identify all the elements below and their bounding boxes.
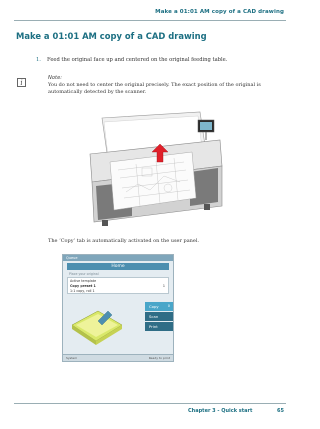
- footer-chapter: Chapter 3 - Quick start: [188, 408, 253, 414]
- note-text: You do not need to center the original precisely. The exact position of the original is automatically detected by the scanner.: [48, 82, 261, 95]
- running-header: Make a 01:01 AM copy of a CAD drawing: [155, 9, 284, 15]
- panel-home-button[interactable]: Home: [67, 263, 169, 270]
- tab-copy-count: 0: [167, 304, 170, 308]
- active-template[interactable]: [67, 277, 169, 294]
- panel-prompt: Place your original: [69, 271, 99, 276]
- note-icon: i: [17, 78, 26, 87]
- template-detail: 1:1 copy, roll 1: [70, 288, 95, 293]
- footer-page-number: 65: [277, 408, 284, 414]
- printer-scanner-illustration: [80, 110, 228, 228]
- step-text: Feed the original face up and centered on the original feeding table.: [47, 57, 228, 63]
- footer-divider: [14, 403, 286, 404]
- panel-top-bar: Queue: [63, 255, 173, 261]
- template-header: Active template: [70, 279, 97, 283]
- paper-stack-icon: [68, 303, 124, 349]
- tab-scan[interactable]: Scan: [145, 312, 173, 321]
- user-panel-screenshot: [62, 254, 174, 362]
- ready-status: Ready to print: [148, 356, 170, 360]
- step-1: [36, 57, 227, 63]
- step-number: 1.: [36, 57, 41, 63]
- template-count: 1: [162, 283, 165, 288]
- tab-copy[interactable]: [145, 302, 173, 311]
- system-label[interactable]: System: [66, 356, 78, 360]
- panel-status-bar: [63, 354, 173, 361]
- header-divider: [14, 20, 286, 21]
- note-title: Note:: [48, 75, 63, 81]
- page-title: Make a 01:01 AM copy of a CAD drawing: [16, 31, 207, 41]
- tab-print[interactable]: Print: [145, 322, 173, 331]
- template-name: Copy preset 1: [70, 283, 96, 288]
- tab-copy-label: Copy: [149, 304, 159, 309]
- caption: The ‘Copy’ tab is automatically activated on the user panel.: [48, 238, 200, 244]
